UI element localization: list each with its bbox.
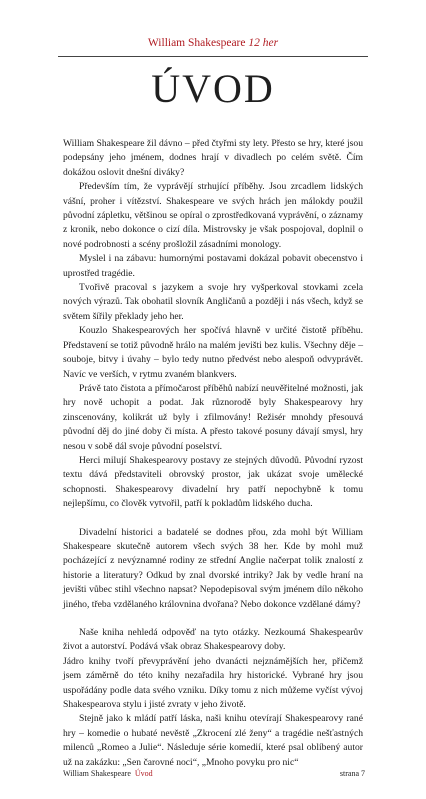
header-title — [58, 36, 368, 50]
page-footer — [63, 769, 365, 778]
paragraph: Divadelní historici a badatelé se dodnes přou, zda mohl být William Shakespeare skutečně autorem všech svých 38 her. Kde by mohl muž pocházející z nevýznamné rodiny ze střední Anglie načerpat tolik znalostí z historie a literatury? Odkud by znal dvorské intriky? Jak by vedle hraní na jevišti vůbec stihl všechno napsat? Nepodepisoval svým jménem dílo někoho jiného, třeba vzdělaného královnina dvořana? Nebo dokonce vzdělané dámy? — [63, 526, 363, 610]
header-author: William Shakespeare — [147, 37, 246, 49]
paragraph: William Shakespeare žil dávno – před čtyřmi sty lety. Přesto se hry, které jsou podepsány jeho jménem, dodnes hrají v divadlech po celém světě. Čím dokážou oslovit dnešní diváky? — [63, 138, 363, 178]
footer-section: Úvod — [134, 769, 153, 778]
section-break — [63, 512, 363, 526]
paragraph: Myslel i na zábavu: humornými postavami dokázal pobavit obecenstvo i uprostřed tragédie. — [63, 253, 363, 279]
section-break — [63, 612, 363, 626]
paragraph: Naše kniha nehledá odpověď na tyto otázky. Nezkoumá Shakespearův život a autorství. Podává však obraz Shakespearovy doby. — [63, 627, 363, 653]
header-divider — [58, 56, 368, 57]
page-number: strana 7 — [339, 769, 365, 778]
paragraph: Tvořivě pracoval s jazykem a svoje hry vyšperkoval stovkami zcela nových výrazů. Tak obohatil slovník Angličanů a později i nás všech, když se světem šířily překlady jeho her. — [63, 282, 363, 322]
paragraph: Právě tato čistota a přímočarost příběhů nabízí neuvěřitelné možnosti, jak hry nově uchopit a podat. Jak různorodě byly Shakespearovy hry zinscenovány, kolikrát už byly i zfilmovány! Režisér mnohdy přesouvá původní děj do jiné doby či místa. A přesto takové posuny dávají smysl, hry nesou v sobě dál svoje původní poselství. — [63, 382, 363, 452]
chapter-title: ÚVOD — [151, 66, 275, 111]
paragraph: Především tím, že vyprávějí strhující příběhy. Jsou zrcadlem lidských vášní, proher i vítězství. Shakespeare ve svých hrách jen málokdy použil původní zápletku, většinou se opíral o zprostředkovaná vyprávění, o záznamy z kronik, nebo dokonce o cizí díla. Mistrovsky je však pospojoval, doplnil o nové podrobnosti a scény prošložil zásadními monology. — [63, 181, 363, 250]
paragraph: Stejně jako k mládí patří láska, naši knihu otevírají Shakespearovy rané hry – komedie o hubaté nevěstě „Zkrocení zlé ženy“ a tragédie nešťastných milenců „Romeo a Julie“. Následuje série komedií, které psal oblíbený autor už na zakázku: „Sen čarovné noci“, „Mnoho povyku pro nic“ — [63, 713, 363, 768]
running-header — [58, 0, 368, 57]
footer-author: William Shakespeare — [63, 769, 131, 778]
paragraph: Herci milují Shakespearovy postavy ze stejných důvodů. Původní ryzost textu dává představiteli obrovský prostor, jak ukázat svoje umělecké schopnosti. Shakespearovy divadelní hry patří nepochybně k tomu nejlepšímu, co člověk vytvořil, patří k pokladům lidského ducha. — [63, 454, 363, 510]
body-text — [63, 137, 363, 770]
footer-left — [63, 769, 153, 778]
header-book: 12 her — [248, 37, 279, 49]
paragraph: Kouzlo Shakespearových her spočívá hlavně v určité čistotě příběhu. Představení se totiž původně hrálo na malém jevišti bez kulis. Všechny děje – souboje, bitvy i úvahy – bylo tedy nutno předvést nebo alespoň odvyprávět. Navíc ve verších, v rytmu zvaném blankvers. — [63, 325, 363, 380]
paragraph: Jádro knihy tvoří převyprávění jeho dvanácti nejznámějších her, přičemž jsem záměrně do této knihy nezařadila hry historické. Vybrané hry jsou uspořádány podle data svého vzniku. Díky tomu z nich můžeme vyčíst vývoj Shakespearova stylu i jisté zvraty v jeho životě. — [63, 655, 363, 711]
